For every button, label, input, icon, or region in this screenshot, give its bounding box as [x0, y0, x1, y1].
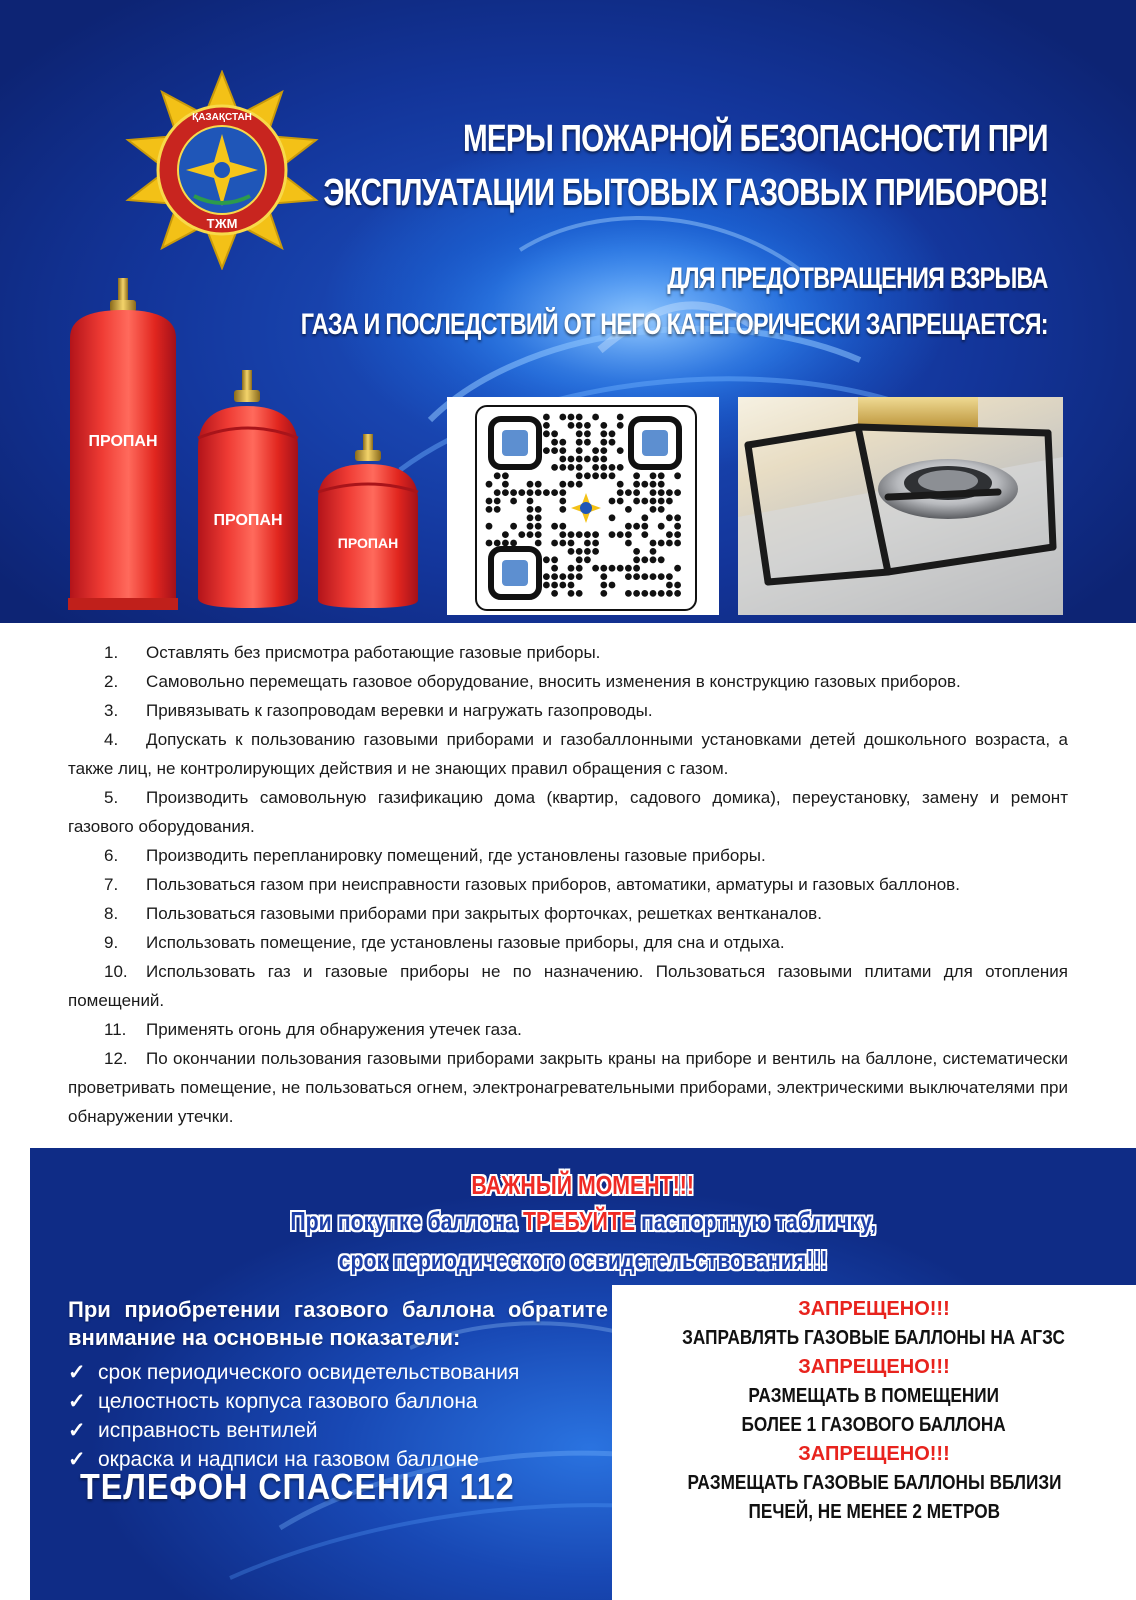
checkmark-icon: ✓ — [68, 1361, 86, 1384]
emergency-ministry-emblem — [122, 70, 322, 270]
prohibition-text: Применять огонь для обнаружения утечек газа. — [146, 1020, 522, 1039]
qr-module — [584, 556, 591, 563]
qr-module — [518, 531, 525, 538]
qr-module — [502, 531, 509, 538]
qr-module — [617, 447, 624, 454]
prohibition-item — [68, 696, 1068, 725]
qr-module — [576, 472, 583, 479]
qr-module — [568, 548, 575, 555]
prohibition-item — [68, 667, 1068, 696]
qr-module — [609, 439, 616, 446]
prohibition-item — [68, 783, 1068, 841]
qr-module — [584, 422, 591, 429]
qr-module — [576, 430, 583, 437]
prohibitions-list — [68, 638, 1068, 1131]
qr-module — [617, 422, 624, 429]
qr-module — [568, 456, 575, 463]
qr-module — [576, 565, 583, 572]
prohibition-number: 12. — [104, 1049, 128, 1068]
rescue-phone-number[interactable]: ТЕЛЕФОН СПАСЕНИЯ 112 — [80, 1466, 515, 1507]
qr-module — [674, 565, 681, 572]
prohibited-item-2-line-1: РАЗМЕЩАТЬ В ПОМЕЩЕНИИ — [748, 1385, 1000, 1407]
gas-stove-photo — [738, 397, 1063, 615]
demand-highlight: ТРЕБУЙТЕ — [522, 1206, 635, 1236]
qr-module — [609, 582, 616, 589]
cylinder-label-medium: ПРОПАН — [213, 512, 283, 529]
prohibition-number: 6. — [104, 846, 119, 865]
qr-module — [551, 489, 558, 496]
qr-module — [592, 531, 599, 538]
qr-finder-top-left — [491, 419, 539, 467]
prohibition-item — [68, 928, 1068, 957]
qr-module — [658, 573, 665, 580]
qr-module — [502, 481, 509, 488]
qr-module — [617, 481, 624, 488]
qr-finder-top-right — [631, 419, 679, 467]
prohibited-title: ЗАПРЕЩЕНО!!! — [798, 1443, 950, 1465]
qr-module — [559, 481, 566, 488]
qr-module — [674, 514, 681, 521]
qr-module — [633, 573, 640, 580]
qr-module — [633, 498, 640, 505]
qr-module — [584, 439, 591, 446]
qr-module — [576, 556, 583, 563]
qr-module — [641, 523, 648, 530]
prohibited-item-3-line-2: ПЕЧЕЙ, НЕ МЕНЕЕ 2 МЕТРОВ — [748, 1501, 1000, 1523]
qr-module — [641, 481, 648, 488]
qr-module — [658, 590, 665, 597]
qr-code-card[interactable] — [447, 397, 719, 615]
qr-module — [633, 590, 640, 597]
qr-module — [527, 523, 534, 530]
qr-module — [584, 472, 591, 479]
qr-module — [510, 523, 517, 530]
page-title-line-2: ЭКСПЛУАТАЦИИ БЫТОВЫХ ГАЗОВЫХ ПРИБОРОВ! — [323, 172, 1048, 214]
checkmark-icon: ✓ — [68, 1419, 86, 1442]
qr-module — [633, 523, 640, 530]
prohibition-text: Самовольно перемещать газовое оборудование, вносить изменения в конструкцию газовых приборов. — [146, 672, 961, 691]
qr-module — [600, 422, 607, 429]
qr-module — [600, 439, 607, 446]
qr-module — [551, 430, 558, 437]
qr-module — [650, 590, 657, 597]
qr-module — [641, 590, 648, 597]
cylinder-label-large: ПРОПАН — [88, 433, 158, 450]
qr-module — [650, 506, 657, 513]
qr-module — [576, 481, 583, 488]
qr-module — [592, 565, 599, 572]
prohibition-item — [68, 638, 1068, 667]
qr-code-frame — [475, 405, 697, 611]
checklist — [68, 1358, 519, 1474]
qr-module — [666, 514, 673, 521]
qr-module — [592, 548, 599, 555]
qr-module — [650, 548, 657, 555]
qr-module — [600, 464, 607, 471]
emblem-abbreviation: ТЖМ — [206, 216, 238, 231]
qr-module — [584, 531, 591, 538]
subtitle-line-1: ДЛЯ ПРЕДОТВРАЩЕНИЯ ВЗРЫВА — [667, 262, 1048, 295]
qr-module — [527, 531, 534, 538]
prohibition-text: Привязывать к газопроводам веревки и нагружать газопроводы. — [146, 701, 653, 720]
qr-module — [658, 506, 665, 513]
prohibition-number: 5. — [104, 788, 119, 807]
checklist-item-text: окраска и надписи на газовом баллоне — [98, 1448, 479, 1471]
qr-module — [559, 523, 566, 530]
qr-module — [559, 464, 566, 471]
prohibited-title: ЗАПРЕЩЕНО!!! — [798, 1298, 950, 1320]
qr-module — [592, 472, 599, 479]
qr-module — [535, 540, 542, 547]
qr-module — [543, 582, 550, 589]
qr-module — [674, 489, 681, 496]
checklist-item — [68, 1358, 519, 1387]
qr-module — [625, 573, 632, 580]
qr-module — [641, 498, 648, 505]
qr-module — [658, 540, 665, 547]
qr-module — [535, 481, 542, 488]
qr-module — [584, 430, 591, 437]
qr-module — [666, 489, 673, 496]
important-note-line-1-start: При покупке баллона — [289, 1206, 523, 1236]
qr-module — [584, 548, 591, 555]
qr-module — [592, 414, 599, 421]
qr-module — [633, 489, 640, 496]
qr-module — [543, 447, 550, 454]
qr-module — [543, 556, 550, 563]
important-note-line-1-end: паспортную табличку, — [634, 1206, 877, 1236]
qr-module — [609, 472, 616, 479]
qr-module — [609, 430, 616, 437]
qr-center-emblem-icon — [569, 491, 603, 525]
qr-module — [641, 556, 648, 563]
qr-module — [551, 464, 558, 471]
qr-module — [494, 472, 501, 479]
qr-module — [592, 464, 599, 471]
qr-module — [576, 548, 583, 555]
qr-module — [568, 582, 575, 589]
prohibition-number: 3. — [104, 701, 119, 720]
qr-module — [609, 514, 616, 521]
qr-module — [551, 523, 558, 530]
qr-module — [494, 489, 501, 496]
qr-module — [535, 531, 542, 538]
qr-module — [633, 556, 640, 563]
qr-module — [559, 540, 566, 547]
qr-module — [633, 565, 640, 572]
qr-module — [559, 414, 566, 421]
qr-module — [494, 506, 501, 513]
qr-module — [617, 565, 624, 572]
qr-module — [674, 582, 681, 589]
checklist-item-text: исправность вентилей — [98, 1419, 318, 1442]
prohibited-item-2-line-2: БОЛЕЕ 1 ГАЗОВОГО БАЛЛОНА — [741, 1414, 1007, 1436]
qr-module — [494, 498, 501, 505]
qr-module — [576, 590, 583, 597]
qr-module — [633, 548, 640, 555]
checklist-item — [68, 1416, 519, 1445]
qr-module — [559, 573, 566, 580]
emblem-country-text: ҚАЗАҚСТАН — [192, 112, 252, 123]
qr-module — [568, 414, 575, 421]
qr-module — [641, 514, 648, 521]
prohibited-title: ЗАПРЕЩЕНО!!! — [798, 1356, 950, 1378]
qr-module — [617, 531, 624, 538]
top-banner — [0, 0, 1136, 623]
qr-module — [543, 414, 550, 421]
qr-module — [559, 447, 566, 454]
qr-module — [568, 531, 575, 538]
qr-module — [527, 481, 534, 488]
qr-module — [584, 456, 591, 463]
qr-module — [674, 531, 681, 538]
qr-module — [543, 430, 550, 437]
checkmark-icon: ✓ — [68, 1390, 86, 1413]
qr-module — [617, 414, 624, 421]
qr-module — [551, 540, 558, 547]
qr-module — [658, 523, 665, 530]
qr-module — [535, 489, 542, 496]
prohibition-number: 8. — [104, 904, 119, 923]
qr-module — [650, 540, 657, 547]
subtitle-line-2: ГАЗА И ПОСЛЕДСТВИЙ ОТ НЕГО КАТЕГОРИЧЕСКИ ЗАПРЕЩАЕТСЯ: — [300, 308, 1048, 341]
prohibition-text: Использовать помещение, где установлены газовые приборы, для сна и отдыха. — [146, 933, 785, 952]
prohibition-text: Допускать к пользованию газовыми приборами и газобаллонными установками детей дошкольного возраста, а также лиц, не контролирующих действия и не знающих правил обращения с газом. — [68, 730, 1068, 778]
qr-module — [559, 439, 566, 446]
qr-module — [600, 590, 607, 597]
qr-module — [641, 573, 648, 580]
qr-module — [600, 565, 607, 572]
prohibition-number: 10. — [104, 962, 128, 981]
qr-module — [625, 565, 632, 572]
qr-module — [625, 531, 632, 538]
large-cylinder — [68, 278, 178, 610]
qr-module — [527, 489, 534, 496]
checkmark-icon: ✓ — [68, 1448, 86, 1471]
qr-module — [559, 582, 566, 589]
prohibition-number: 1. — [104, 643, 119, 662]
qr-module — [559, 489, 566, 496]
qr-module — [510, 489, 517, 496]
qr-code[interactable] — [477, 407, 695, 609]
qr-module — [535, 506, 542, 513]
qr-module — [568, 464, 575, 471]
qr-module — [600, 582, 607, 589]
qr-module — [502, 472, 509, 479]
qr-module — [568, 565, 575, 572]
important-note-heading — [30, 1170, 1136, 1201]
qr-module — [527, 514, 534, 521]
qr-module — [658, 498, 665, 505]
qr-module — [576, 456, 583, 463]
qr-module — [551, 582, 558, 589]
qr-module — [666, 573, 673, 580]
qr-module — [568, 590, 575, 597]
checklist-item-text: целостность корпуса газового баллона — [98, 1390, 478, 1413]
qr-module — [527, 498, 534, 505]
qr-module — [543, 422, 550, 429]
qr-module — [617, 489, 624, 496]
qr-module — [576, 439, 583, 446]
qr-module — [666, 498, 673, 505]
qr-module — [551, 447, 558, 454]
prohibition-text: Производить самовольную газификацию дома (квартир, садового домика), переустановку, замену и ремонт газового оборудования. — [68, 788, 1068, 836]
qr-module — [592, 447, 599, 454]
qr-module — [674, 590, 681, 597]
qr-module — [650, 498, 657, 505]
qr-module — [666, 582, 673, 589]
gas-burner-illustration — [738, 397, 1063, 615]
qr-module — [568, 540, 575, 547]
qr-module — [609, 565, 616, 572]
qr-module — [625, 523, 632, 530]
qr-module — [576, 414, 583, 421]
qr-module — [650, 556, 657, 563]
prohibition-text: Производить перепланировку помещений, где установлены газовые приборы. — [146, 846, 766, 865]
prohibition-text: По окончании пользования газовыми приборами закрыть краны на приборе и вентиль на баллоне, систематически проветривать помещение, не пользоваться огнем, электронагревательными приборами, электрическими выключателями при обнаружении утечки. — [68, 1049, 1068, 1126]
qr-module — [592, 456, 599, 463]
qr-module — [617, 498, 624, 505]
qr-module — [609, 531, 616, 538]
qr-module — [559, 531, 566, 538]
qr-module — [658, 481, 665, 488]
qr-module — [600, 456, 607, 463]
prohibited-item-3-line-1: РАЗМЕЩАТЬ ГАЗОВЫЕ БАЛЛОНЫ ВБЛИЗИ — [686, 1472, 1062, 1494]
prohibition-number: 4. — [104, 730, 119, 749]
qr-module — [510, 498, 517, 505]
cylinder-label-small: ПРОПАН — [337, 535, 399, 551]
qr-module — [674, 523, 681, 530]
small-cylinder — [318, 434, 418, 608]
prohibition-text: Пользоваться газом при неисправности газовых приборов, автоматики, арматуры и газовых баллонов. — [146, 875, 960, 894]
qr-module — [650, 573, 657, 580]
prohibition-item — [68, 1015, 1068, 1044]
checklist-item — [68, 1387, 519, 1416]
qr-module — [576, 531, 583, 538]
qr-module — [576, 447, 583, 454]
qr-module — [600, 573, 607, 580]
qr-module — [666, 540, 673, 547]
qr-module — [625, 590, 632, 597]
qr-module — [600, 447, 607, 454]
qr-module — [617, 464, 624, 471]
prohibition-item — [68, 725, 1068, 783]
prohibition-item — [68, 870, 1068, 899]
qr-module — [568, 573, 575, 580]
qr-module — [559, 506, 566, 513]
qr-module — [510, 540, 517, 547]
qr-module — [650, 472, 657, 479]
qr-module — [576, 573, 583, 580]
prohibition-text: Пользоваться газовыми приборами при закрытых форточках, решетках вентканалов. — [146, 904, 822, 923]
qr-module — [486, 523, 493, 530]
qr-module — [576, 422, 583, 429]
page-title-line-1: МЕРЫ ПОЖАРНОЙ БЕЗОПАСНОСТИ ПРИ — [463, 118, 1048, 160]
qr-module — [543, 489, 550, 496]
qr-module — [666, 590, 673, 597]
qr-module — [666, 531, 673, 538]
qr-module — [592, 540, 599, 547]
prohibition-number: 2. — [104, 672, 119, 691]
qr-module — [658, 556, 665, 563]
qr-finder-bottom-left — [491, 549, 539, 597]
prohibition-item — [68, 841, 1068, 870]
qr-module — [674, 472, 681, 479]
qr-module — [625, 489, 632, 496]
qr-module — [600, 430, 607, 437]
qr-module — [551, 573, 558, 580]
qr-module — [568, 422, 575, 429]
prohibited-box — [612, 1285, 1136, 1600]
prohibition-item — [68, 957, 1068, 1015]
important-note-line-1 — [30, 1206, 1136, 1237]
qr-module — [609, 464, 616, 471]
prohibition-item — [68, 899, 1068, 928]
qr-module — [486, 540, 493, 547]
important-note-heading-text: ВАЖНЫЙ МОМЕНТ!!! — [471, 1170, 695, 1200]
qr-module — [641, 531, 648, 538]
important-note-line-2-text: срок периодического освидетельствования!!! — [338, 1245, 828, 1275]
prohibition-number: 9. — [104, 933, 119, 952]
qr-module — [633, 472, 640, 479]
qr-module — [625, 540, 632, 547]
medium-cylinder — [198, 370, 298, 608]
qr-module — [551, 590, 558, 597]
qr-module — [650, 489, 657, 496]
checklist-item-text: срок периодического освидетельствования — [98, 1361, 520, 1384]
qr-module — [486, 506, 493, 513]
qr-module — [486, 481, 493, 488]
checklist-heading: При приобретении газового баллона обратите внимание на основные показатели: — [68, 1297, 608, 1350]
qr-module — [486, 498, 493, 505]
qr-module — [559, 456, 566, 463]
qr-module — [600, 472, 607, 479]
prohibition-number: 7. — [104, 875, 119, 894]
propane-cylinders-illustration — [60, 278, 440, 618]
qr-module — [584, 540, 591, 547]
qr-module — [551, 565, 558, 572]
important-note-line-2 — [30, 1245, 1136, 1276]
qr-module — [633, 481, 640, 488]
qr-module — [674, 540, 681, 547]
qr-module — [568, 481, 575, 488]
qr-module — [502, 540, 509, 547]
qr-module — [535, 514, 542, 521]
qr-module — [576, 464, 583, 471]
prohibition-item — [68, 1044, 1068, 1131]
qr-module — [609, 498, 616, 505]
qr-module — [559, 498, 566, 505]
qr-module — [658, 489, 665, 496]
prohibition-text: Оставлять без присмотра работающие газовые приборы. — [146, 643, 601, 662]
qr-module — [658, 472, 665, 479]
qr-module — [625, 506, 632, 513]
qr-module — [518, 489, 525, 496]
qr-module — [535, 523, 542, 530]
qr-module — [551, 439, 558, 446]
prohibition-number: 11. — [104, 1020, 127, 1039]
qr-module — [650, 481, 657, 488]
qr-module — [551, 556, 558, 563]
qr-module — [494, 540, 501, 547]
prohibited-item-1: ЗАПРАВЛЯТЬ ГАЗОВЫЕ БАЛЛОНЫ НА АГЗС — [682, 1327, 1066, 1349]
qr-module — [543, 573, 550, 580]
prohibition-text: Использовать газ и газовые приборы не по назначению. Пользоваться газовыми плитами для отопления помещений. — [68, 962, 1068, 1010]
qr-module — [527, 506, 534, 513]
qr-module — [502, 489, 509, 496]
